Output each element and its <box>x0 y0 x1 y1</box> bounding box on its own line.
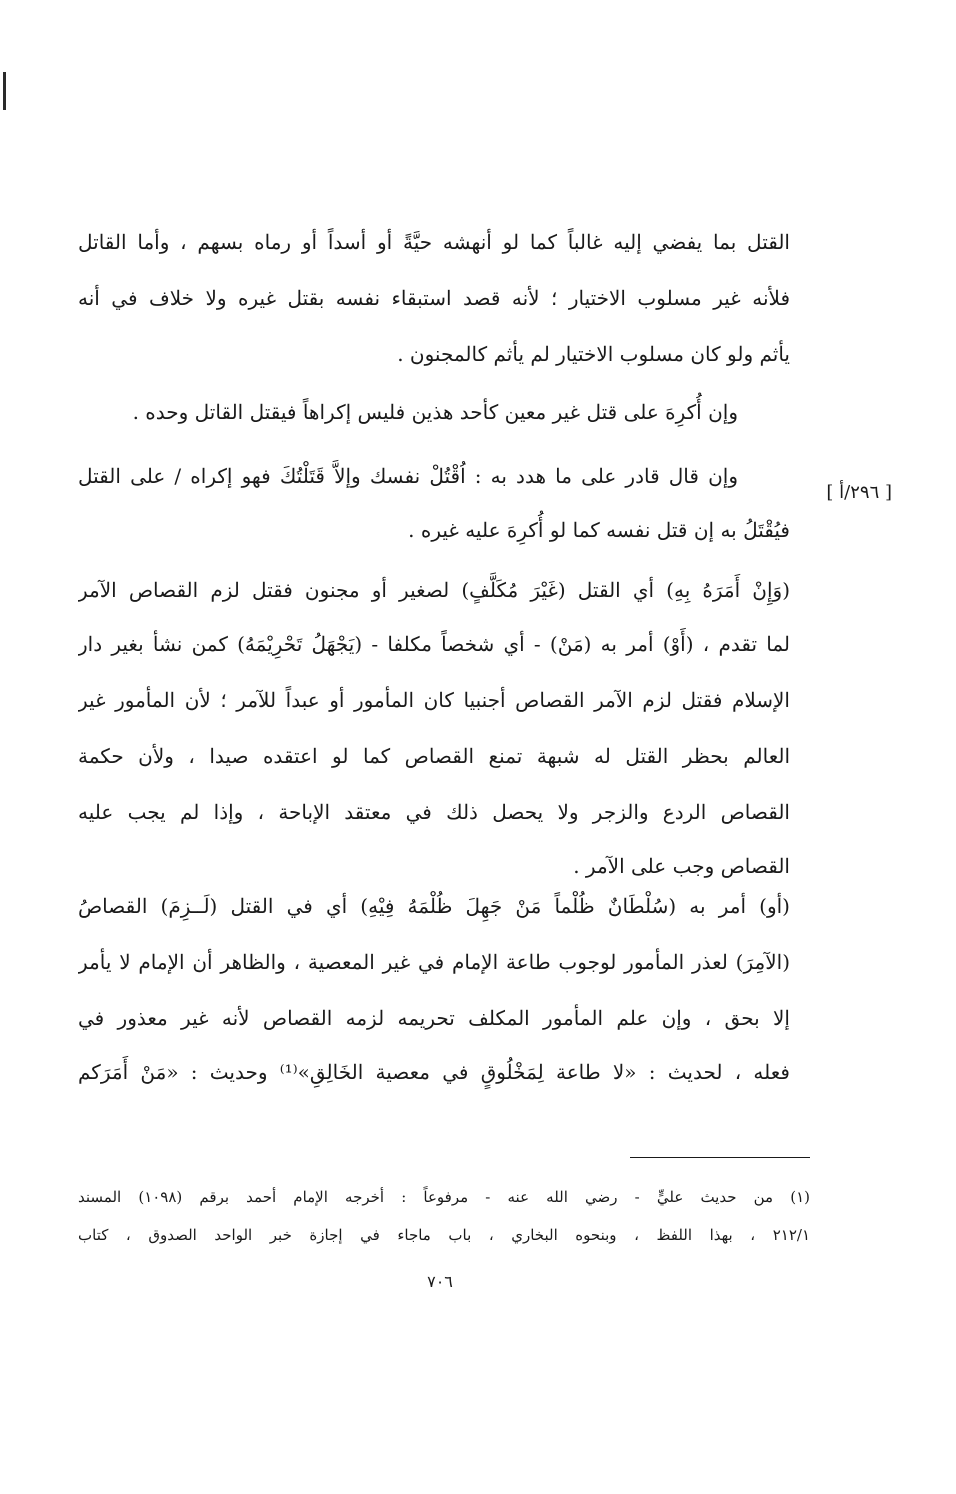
text-line: فيُقْتَلُ به إن قتل نفسه كما لو أُكرِهَ عليه غيره . <box>408 518 790 542</box>
text-line: (وَإِنْ أَمَرَهُ بِهِ) أي القتل (غَيْرَ مُكَلَّفٍ) لصغير أو مجنون فقتل لزم القصاص الآمر <box>78 578 790 602</box>
text-line: العالم بحظر القتل له شبهة تمنع القصاص كما لو اعتقده صيدا ، ولأن حكمة <box>78 744 790 768</box>
footnote-line: ٢١٢/١ ، بهذا اللفظ ، وبنحوه البخاري ، باب ماجاء في إجازة خبر الواحد الصدوق ، كتاب <box>78 1226 810 1244</box>
text-line: (أو) أمر به (سُلْطَانٌ ظُلْماً مَنْ جَهِلَ ظُلْمَهُ فِيْهِ) أي في القتل (لَــزِمَ) القصاصُ <box>78 894 790 918</box>
text-line: القصاص وجب على الآمر . <box>573 854 790 878</box>
text-line: فلأنه غير مسلوب الاختيار ؛ لأنه قصد استبقاء نفسه بقتل غيره ولا خلاف في أنه <box>78 286 790 310</box>
text-line: وإن أُكرِهَ على قتل غير معين كأحد هذين فليس إكراهاً فيقتل القاتل وحده . <box>132 400 738 424</box>
footnote-line: (١) من حديث عليٍّ - رضي الله عنه - مرفوعاً : أخرجه الإمام أحمد برقم (١٠٩٨) المسند <box>78 1188 810 1206</box>
page-number: ٧٠٦ <box>427 1272 453 1291</box>
text-line: الإسلام فقتل لزم الآمر القصاص أجنبيا كان المأمور أو عبداً للآمر ؛ لأن المأمور غير <box>78 688 790 712</box>
text-line: القتل بما يفضي إليه غالباً كما لو أنهشه حيَّةً أو أسداً أو رماه بسهم ، وأما القاتل <box>78 230 790 254</box>
text-line: إلا بحق ، وإن علم المأمور المكلف تحريمه لزمه القصاص لأنه غير معذور في <box>78 1006 790 1030</box>
text-line: فعله ، لحديث : «لا طاعة لِمَخْلُوقٍ في معصية الخَالِقِ»⁽¹⁾ وحديث : «مَنْ أَمَرَكم <box>78 1060 790 1084</box>
footnote-separator <box>630 1157 810 1158</box>
manuscript-folio-reference: [ ٢٩٦/أ ] <box>826 482 892 503</box>
text-line: يأثم ولو كان مسلوب الاختيار لم يأثم كالمجنون . <box>397 342 790 366</box>
text-line: (الآمِرَ) لعذر المأمور لوجوب طاعة الإمام في غير المعصية ، والظاهر أن الإمام لا يأمر <box>78 950 790 974</box>
page-edge-mark <box>3 72 6 110</box>
text-line: وإن قال قادر على ما هدد به : اُقْتُلْ نفسك وإلاَّ قَتَلْتُكَ فهو إكراه / على القتل <box>78 464 738 488</box>
text-line: القصاص الردع والزجر ولا يحصل ذلك في معتقد الإباحة ، وإذا لم يجب عليه <box>78 800 790 824</box>
text-line: لما تقدم ، (أَوْ) أمر به (مَنْ) - أي شخصاً مكلفا - (يَجْهَلُ تَحْرِيْمَهُ) كمن نشأ بغير دار <box>78 632 790 656</box>
